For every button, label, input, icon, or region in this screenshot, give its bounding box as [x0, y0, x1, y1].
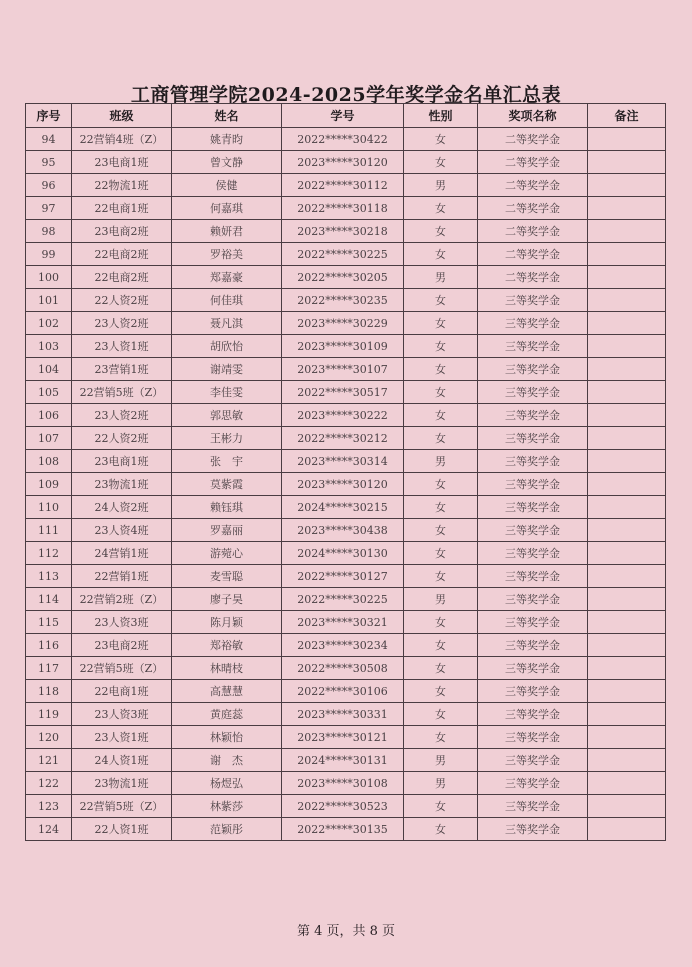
cell-student-id: 2023*****30120 — [282, 473, 404, 496]
cell-student-id: 2023*****30314 — [282, 450, 404, 473]
cell-class: 22营销5班（Z） — [72, 381, 172, 404]
cell-award: 三等奖学金 — [478, 519, 588, 542]
cell-class: 23电商1班 — [72, 151, 172, 174]
cell-award: 三等奖学金 — [478, 381, 588, 404]
cell-award: 三等奖学金 — [478, 634, 588, 657]
cell-seq: 100 — [26, 266, 72, 289]
cell-class: 23人资2班 — [72, 312, 172, 335]
cell-award: 三等奖学金 — [478, 427, 588, 450]
cell-award: 三等奖学金 — [478, 772, 588, 795]
cell-class: 23人资2班 — [72, 404, 172, 427]
cell-student-id: 2022*****30127 — [282, 565, 404, 588]
cell-gender: 女 — [404, 634, 478, 657]
cell-name: 谢靖雯 — [172, 358, 282, 381]
cell-student-id: 2022*****30212 — [282, 427, 404, 450]
cell-class: 22营销1班 — [72, 565, 172, 588]
cell-name: 何嘉琪 — [172, 197, 282, 220]
cell-award: 三等奖学金 — [478, 473, 588, 496]
cell-gender: 女 — [404, 703, 478, 726]
cell-remark — [588, 427, 666, 450]
cell-gender: 男 — [404, 450, 478, 473]
cell-student-id: 2024*****30215 — [282, 496, 404, 519]
cell-name: 姚青昀 — [172, 128, 282, 151]
cell-award: 三等奖学金 — [478, 611, 588, 634]
cell-student-id: 2022*****30517 — [282, 381, 404, 404]
table-row — [26, 404, 666, 427]
cell-award: 三等奖学金 — [478, 450, 588, 473]
column-header-name: 姓名 — [172, 104, 282, 128]
table-row — [26, 473, 666, 496]
cell-seq: 114 — [26, 588, 72, 611]
cell-remark — [588, 634, 666, 657]
cell-name: 曾文静 — [172, 151, 282, 174]
cell-award: 三等奖学金 — [478, 795, 588, 818]
column-header-seq: 序号 — [26, 104, 72, 128]
cell-gender: 男 — [404, 588, 478, 611]
cell-award: 三等奖学金 — [478, 565, 588, 588]
cell-gender: 女 — [404, 795, 478, 818]
cell-remark — [588, 588, 666, 611]
cell-student-id: 2023*****30108 — [282, 772, 404, 795]
cell-seq: 94 — [26, 128, 72, 151]
cell-seq: 104 — [26, 358, 72, 381]
cell-name: 黄庭蕊 — [172, 703, 282, 726]
cell-remark — [588, 818, 666, 841]
cell-remark — [588, 289, 666, 312]
cell-student-id: 2023*****30438 — [282, 519, 404, 542]
cell-award: 二等奖学金 — [478, 266, 588, 289]
cell-seq: 107 — [26, 427, 72, 450]
cell-student-id: 2024*****30131 — [282, 749, 404, 772]
table-row — [26, 289, 666, 312]
cell-gender: 女 — [404, 312, 478, 335]
cell-student-id: 2022*****30118 — [282, 197, 404, 220]
cell-award: 三等奖学金 — [478, 749, 588, 772]
cell-student-id: 2022*****30205 — [282, 266, 404, 289]
cell-class: 23人资3班 — [72, 703, 172, 726]
cell-name: 林紫莎 — [172, 795, 282, 818]
cell-student-id: 2022*****30112 — [282, 174, 404, 197]
cell-gender: 女 — [404, 680, 478, 703]
cell-student-id: 2023*****30222 — [282, 404, 404, 427]
cell-name: 赖妍君 — [172, 220, 282, 243]
table-row — [26, 174, 666, 197]
table-row — [26, 151, 666, 174]
cell-seq: 97 — [26, 197, 72, 220]
cell-seq: 124 — [26, 818, 72, 841]
table-row — [26, 611, 666, 634]
column-header-gender: 性别 — [404, 104, 478, 128]
cell-student-id: 2023*****30234 — [282, 634, 404, 657]
cell-seq: 121 — [26, 749, 72, 772]
cell-gender: 女 — [404, 473, 478, 496]
cell-seq: 119 — [26, 703, 72, 726]
page-number: 第 4 页，共 8 页 — [296, 924, 396, 939]
cell-remark — [588, 680, 666, 703]
table-row — [26, 565, 666, 588]
cell-class: 23人资1班 — [72, 335, 172, 358]
cell-remark — [588, 335, 666, 358]
cell-remark — [588, 151, 666, 174]
cell-gender: 女 — [404, 496, 478, 519]
cell-name: 谢 杰 — [172, 749, 282, 772]
table-row — [26, 657, 666, 680]
cell-seq: 112 — [26, 542, 72, 565]
cell-name: 王彬力 — [172, 427, 282, 450]
cell-class: 24人资1班 — [72, 749, 172, 772]
cell-seq: 113 — [26, 565, 72, 588]
cell-class: 22营销5班（Z） — [72, 657, 172, 680]
cell-award: 三等奖学金 — [478, 404, 588, 427]
cell-gender: 女 — [404, 427, 478, 450]
cell-gender: 女 — [404, 565, 478, 588]
cell-class: 23营销1班 — [72, 358, 172, 381]
cell-gender: 女 — [404, 611, 478, 634]
cell-seq: 111 — [26, 519, 72, 542]
cell-seq: 101 — [26, 289, 72, 312]
cell-seq: 105 — [26, 381, 72, 404]
cell-gender: 女 — [404, 542, 478, 565]
cell-remark — [588, 726, 666, 749]
cell-gender: 男 — [404, 749, 478, 772]
cell-class: 22营销4班（Z） — [72, 128, 172, 151]
cell-student-id: 2023*****30107 — [282, 358, 404, 381]
cell-award: 二等奖学金 — [478, 151, 588, 174]
cell-student-id: 2022*****30523 — [282, 795, 404, 818]
cell-award: 三等奖学金 — [478, 312, 588, 335]
cell-class: 22电商2班 — [72, 243, 172, 266]
cell-student-id: 2022*****30225 — [282, 588, 404, 611]
cell-gender: 女 — [404, 404, 478, 427]
cell-gender: 男 — [404, 174, 478, 197]
cell-gender: 男 — [404, 266, 478, 289]
cell-seq: 116 — [26, 634, 72, 657]
cell-gender: 女 — [404, 818, 478, 841]
cell-seq: 108 — [26, 450, 72, 473]
cell-class: 23电商2班 — [72, 220, 172, 243]
table-row — [26, 312, 666, 335]
column-header-award: 奖项名称 — [478, 104, 588, 128]
cell-name: 李佳雯 — [172, 381, 282, 404]
cell-seq: 115 — [26, 611, 72, 634]
table-body — [26, 128, 666, 841]
table-row — [26, 427, 666, 450]
cell-seq: 118 — [26, 680, 72, 703]
table-row — [26, 680, 666, 703]
cell-student-id: 2023*****30109 — [282, 335, 404, 358]
cell-name: 杨煜弘 — [172, 772, 282, 795]
cell-gender: 女 — [404, 657, 478, 680]
column-header-student-id: 学号 — [282, 104, 404, 128]
cell-gender: 女 — [404, 335, 478, 358]
cell-award: 三等奖学金 — [478, 818, 588, 841]
cell-remark — [588, 473, 666, 496]
cell-gender: 女 — [404, 197, 478, 220]
table-row — [26, 335, 666, 358]
cell-gender: 女 — [404, 519, 478, 542]
cell-award: 二等奖学金 — [478, 243, 588, 266]
table-row — [26, 496, 666, 519]
cell-student-id: 2023*****30229 — [282, 312, 404, 335]
cell-name: 郭思敏 — [172, 404, 282, 427]
cell-award: 三等奖学金 — [478, 358, 588, 381]
table-row — [26, 588, 666, 611]
cell-class: 23电商2班 — [72, 634, 172, 657]
cell-student-id: 2023*****30331 — [282, 703, 404, 726]
cell-class: 23人资3班 — [72, 611, 172, 634]
cell-award: 二等奖学金 — [478, 128, 588, 151]
cell-gender: 男 — [404, 772, 478, 795]
cell-class: 23人资1班 — [72, 726, 172, 749]
cell-class: 22物流1班 — [72, 174, 172, 197]
column-header-class: 班级 — [72, 104, 172, 128]
cell-remark — [588, 795, 666, 818]
cell-name: 林颖怡 — [172, 726, 282, 749]
cell-name: 赖钰琪 — [172, 496, 282, 519]
cell-name: 罗裕美 — [172, 243, 282, 266]
cell-award: 三等奖学金 — [478, 542, 588, 565]
cell-gender: 女 — [404, 243, 478, 266]
table-row — [26, 266, 666, 289]
table-row — [26, 818, 666, 841]
cell-name: 张 宇 — [172, 450, 282, 473]
table-row — [26, 749, 666, 772]
cell-remark — [588, 772, 666, 795]
cell-remark — [588, 749, 666, 772]
cell-student-id: 2023*****30321 — [282, 611, 404, 634]
table-row — [26, 220, 666, 243]
cell-name: 侯健 — [172, 174, 282, 197]
cell-seq: 102 — [26, 312, 72, 335]
cell-class: 24营销1班 — [72, 542, 172, 565]
cell-class: 23物流1班 — [72, 473, 172, 496]
cell-class: 22营销5班（Z） — [72, 795, 172, 818]
cell-student-id: 2024*****30130 — [282, 542, 404, 565]
cell-award: 三等奖学金 — [478, 496, 588, 519]
cell-gender: 女 — [404, 128, 478, 151]
cell-gender: 女 — [404, 381, 478, 404]
table-row — [26, 358, 666, 381]
cell-student-id: 2022*****30135 — [282, 818, 404, 841]
cell-award: 二等奖学金 — [478, 220, 588, 243]
cell-remark — [588, 703, 666, 726]
cell-seq: 99 — [26, 243, 72, 266]
cell-class: 23人资4班 — [72, 519, 172, 542]
table-row — [26, 703, 666, 726]
cell-seq: 120 — [26, 726, 72, 749]
cell-seq: 117 — [26, 657, 72, 680]
cell-award: 三等奖学金 — [478, 726, 588, 749]
cell-remark — [588, 358, 666, 381]
cell-class: 22电商1班 — [72, 197, 172, 220]
cell-name: 郑裕敏 — [172, 634, 282, 657]
cell-name: 陈月颖 — [172, 611, 282, 634]
table-row — [26, 726, 666, 749]
scholarship-table — [25, 103, 666, 841]
cell-class: 22人资1班 — [72, 818, 172, 841]
cell-award: 二等奖学金 — [478, 197, 588, 220]
cell-seq: 96 — [26, 174, 72, 197]
cell-award: 三等奖学金 — [478, 703, 588, 726]
cell-remark — [588, 220, 666, 243]
cell-name: 林晴枝 — [172, 657, 282, 680]
cell-class: 22人资2班 — [72, 427, 172, 450]
table-row — [26, 128, 666, 151]
cell-name: 胡欣怡 — [172, 335, 282, 358]
cell-student-id: 2023*****30121 — [282, 726, 404, 749]
cell-remark — [588, 312, 666, 335]
table-row — [26, 795, 666, 818]
table-header-row — [26, 104, 666, 128]
cell-seq: 110 — [26, 496, 72, 519]
table-row — [26, 772, 666, 795]
cell-gender: 女 — [404, 220, 478, 243]
cell-seq: 98 — [26, 220, 72, 243]
cell-remark — [588, 404, 666, 427]
cell-seq: 106 — [26, 404, 72, 427]
cell-name: 何佳琪 — [172, 289, 282, 312]
cell-remark — [588, 381, 666, 404]
cell-name: 聂凡淇 — [172, 312, 282, 335]
cell-class: 24人资2班 — [72, 496, 172, 519]
cell-student-id: 2022*****30225 — [282, 243, 404, 266]
table-row — [26, 542, 666, 565]
cell-award: 三等奖学金 — [478, 657, 588, 680]
cell-name: 罗嘉丽 — [172, 519, 282, 542]
cell-name: 游菀心 — [172, 542, 282, 565]
cell-name: 郑嘉豪 — [172, 266, 282, 289]
table-row — [26, 381, 666, 404]
column-header-remark: 备注 — [588, 104, 666, 128]
cell-student-id: 2022*****30422 — [282, 128, 404, 151]
cell-award: 三等奖学金 — [478, 335, 588, 358]
table-row — [26, 634, 666, 657]
cell-name: 麦雪聪 — [172, 565, 282, 588]
cell-seq: 122 — [26, 772, 72, 795]
cell-gender: 女 — [404, 151, 478, 174]
cell-remark — [588, 450, 666, 473]
cell-gender: 女 — [404, 289, 478, 312]
cell-class: 22人资2班 — [72, 289, 172, 312]
cell-name: 莫紫霞 — [172, 473, 282, 496]
cell-gender: 女 — [404, 358, 478, 381]
table-row — [26, 197, 666, 220]
cell-remark — [588, 542, 666, 565]
cell-student-id: 2023*****30218 — [282, 220, 404, 243]
cell-remark — [588, 657, 666, 680]
cell-remark — [588, 496, 666, 519]
cell-remark — [588, 266, 666, 289]
cell-award: 二等奖学金 — [478, 174, 588, 197]
cell-name: 范颖彤 — [172, 818, 282, 841]
cell-remark — [588, 128, 666, 151]
cell-class: 22电商2班 — [72, 266, 172, 289]
table-row — [26, 450, 666, 473]
cell-class: 22营销2班（Z） — [72, 588, 172, 611]
cell-student-id: 2022*****30106 — [282, 680, 404, 703]
cell-gender: 女 — [404, 726, 478, 749]
cell-student-id: 2022*****30235 — [282, 289, 404, 312]
cell-remark — [588, 174, 666, 197]
page-title: 工商管理学院2024-2025学年奖学金名单汇总表 — [130, 84, 562, 106]
cell-name: 廖子昊 — [172, 588, 282, 611]
cell-name: 高慧慧 — [172, 680, 282, 703]
cell-award: 三等奖学金 — [478, 588, 588, 611]
cell-student-id: 2023*****30120 — [282, 151, 404, 174]
cell-seq: 95 — [26, 151, 72, 174]
cell-seq: 123 — [26, 795, 72, 818]
cell-remark — [588, 197, 666, 220]
cell-remark — [588, 611, 666, 634]
cell-award: 三等奖学金 — [478, 289, 588, 312]
table-row — [26, 519, 666, 542]
cell-student-id: 2022*****30508 — [282, 657, 404, 680]
cell-award: 三等奖学金 — [478, 680, 588, 703]
cell-class: 23电商1班 — [72, 450, 172, 473]
cell-remark — [588, 243, 666, 266]
cell-remark — [588, 519, 666, 542]
cell-class: 22电商1班 — [72, 680, 172, 703]
table-row — [26, 243, 666, 266]
cell-seq: 109 — [26, 473, 72, 496]
cell-seq: 103 — [26, 335, 72, 358]
cell-remark — [588, 565, 666, 588]
cell-class: 23物流1班 — [72, 772, 172, 795]
